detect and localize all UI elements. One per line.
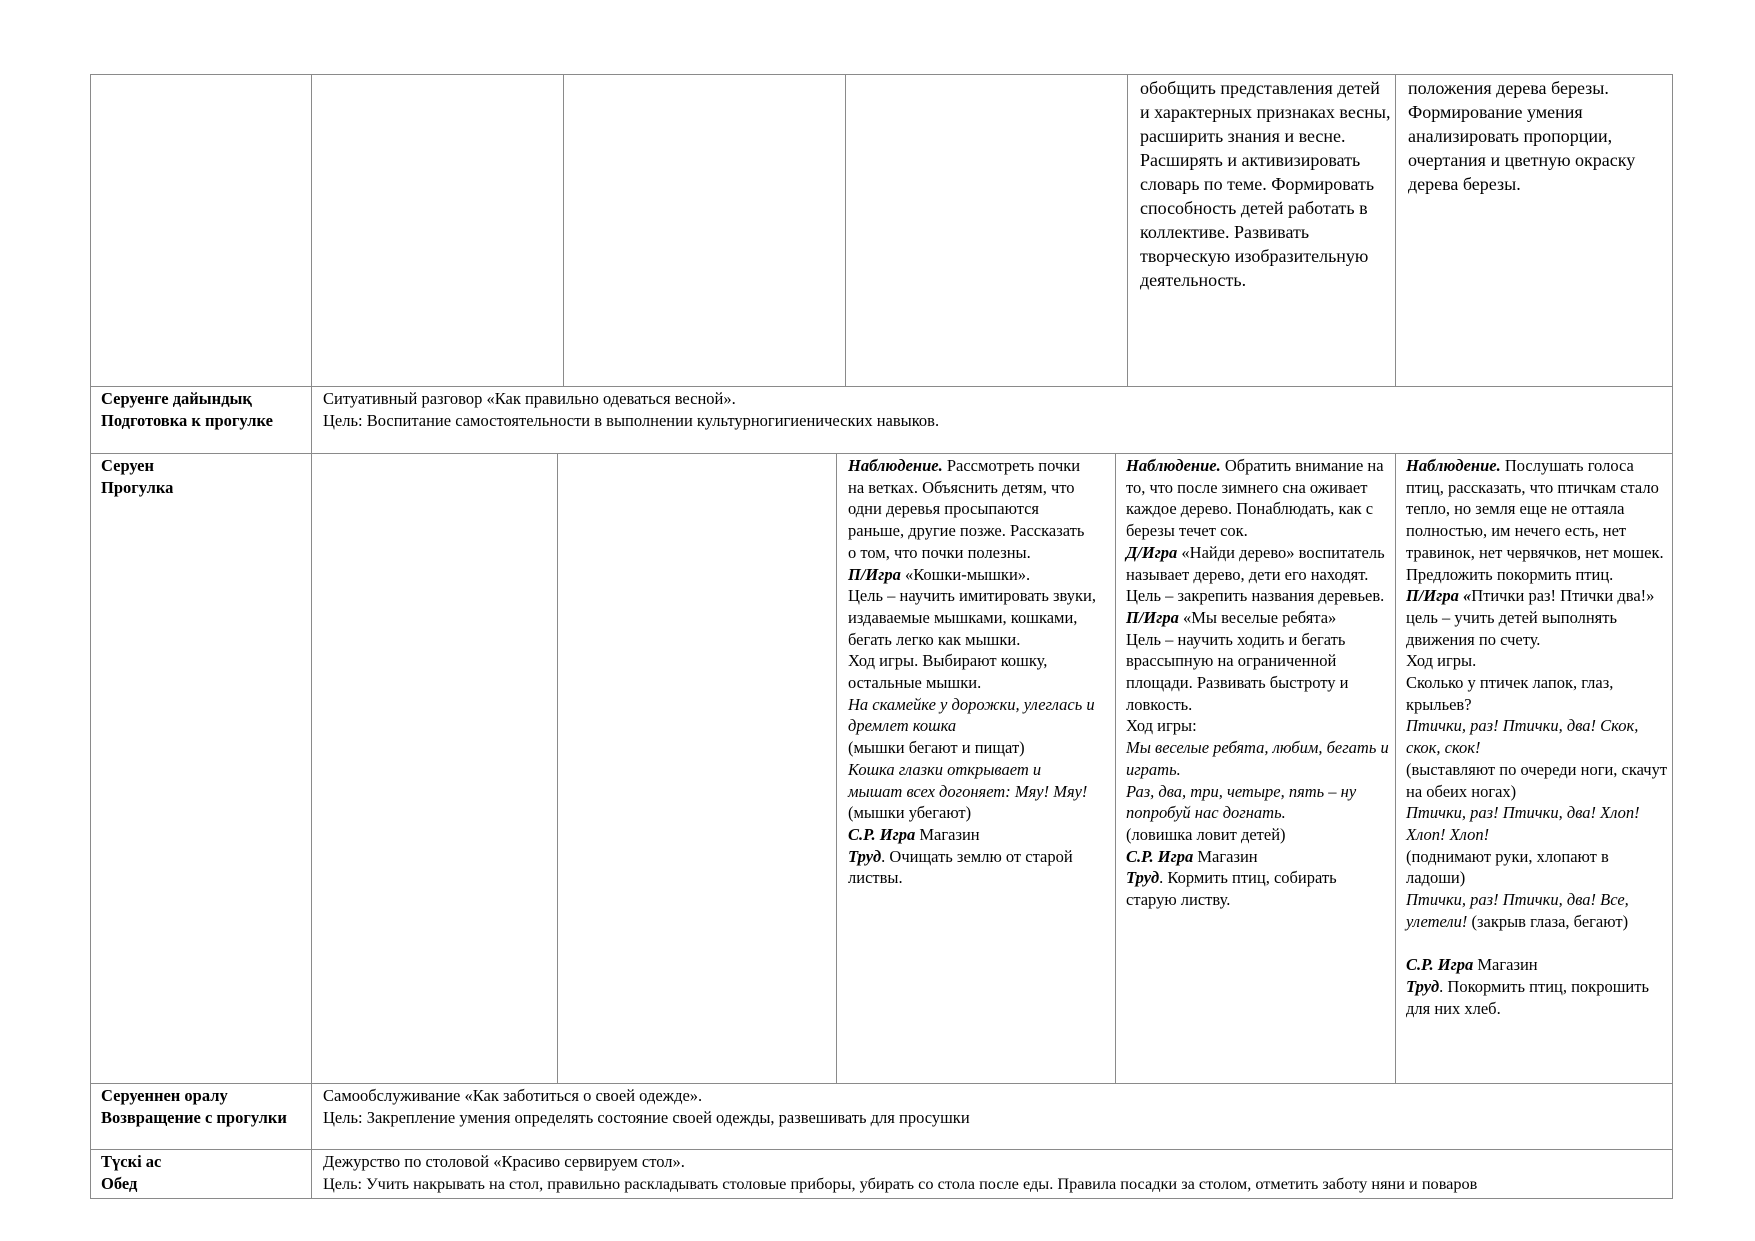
lunch-line1: Дежурство по столовой «Красиво сервируем стол». [323, 1152, 685, 1171]
prep-line2: Цель: Воспитание самостоятельности в выполнении культурногигиенических навыков. [323, 410, 940, 430]
verse-text: Птички, раз! Птички, два! Все, улетели! [1406, 890, 1629, 931]
goal-text: цель – учить детей выполнять движения по счету. [1406, 607, 1617, 649]
verse-text: Раз, два, три, четыре, пять – ну попробуй нас догнать. [1126, 781, 1357, 823]
pgame-paragraph [1126, 607, 1391, 629]
top-row-col5-text [1140, 76, 1392, 292]
label-kz: Серуенге дайындық [101, 389, 252, 408]
pgame-label: П/Игра [848, 564, 901, 584]
labor-text: . Покормить птиц, покрошить для них хлеб. [1406, 976, 1649, 1018]
col-divider [1115, 453, 1116, 1083]
col-divider [311, 74, 312, 1199]
note-text: (выставляют по очереди ноги, скачут на обеих ногах) [1406, 759, 1668, 801]
sr-label: С.Р. Игра [848, 824, 916, 844]
observation-text: Послушать голоса птиц, рассказать, что птичкам стало тепло, но земля еще не оттаяла полностью, им нечего есть, нет травинок, нет червячков, нет мошек. Предложить покормить птиц. [1406, 456, 1664, 584]
col-divider [845, 74, 846, 386]
observation-label: Наблюдение. [1406, 456, 1501, 475]
sr-paragraph [1126, 846, 1391, 868]
objectives-text: обобщить представления детей и характерных признаках весны, расширить знания и весне. Расширять и активизировать словарь по теме. Формировать способность детей работать в коллективе. Развивать творческую изобразительную деятельность. [1140, 78, 1391, 290]
sr-label: С.Р. Игра [1406, 955, 1474, 975]
col-divider [1395, 74, 1396, 386]
sr-paragraph [848, 824, 1096, 846]
pgame-paragraph [848, 564, 1096, 586]
sr-text: Магазин [1193, 846, 1258, 866]
labor-paragraph [848, 846, 1096, 889]
walk-label [101, 455, 309, 498]
sr-label: С.Р. Игра [1126, 846, 1194, 866]
observation-paragraph [1126, 455, 1391, 542]
observation-paragraph [1406, 455, 1670, 585]
verse-text: Птички, раз! Птички, два! Хлоп! Хлоп! Хлоп! [1406, 803, 1640, 844]
label-ru: Обед [101, 1173, 138, 1193]
note-text: (мышки бегают и пищат) [848, 738, 1025, 758]
observation-text: Рассмотреть почки на ветках. Объяснить детям, что одни деревья просыпаются раньше, другие позже. Рассказать о том, что почки полезны. [848, 456, 1085, 562]
note-text: (закрыв глаза, бегают) [1467, 911, 1629, 931]
prep-line1: Ситуативный разговор «Как правильно одеваться весной». [323, 389, 736, 408]
labor-paragraph [1126, 867, 1391, 910]
top-row-col6-text [1408, 76, 1670, 196]
goal-text: Цель – закрепить названия деревьев. [1126, 586, 1385, 606]
prep-label [101, 388, 309, 431]
row-divider [90, 1149, 1673, 1150]
walk-col5 [1126, 455, 1391, 911]
walk-col4 [848, 455, 1096, 889]
col-divider [557, 453, 558, 1083]
labor-label: Труд [1406, 976, 1440, 996]
note-text: (ловишка ловит детей) [1126, 824, 1286, 844]
col-divider [1395, 453, 1396, 1083]
sr-text: Магазин [915, 824, 980, 844]
verse-text: Кошка глазки открывает и мышат всех догоняет: Мяу! Мяу! [848, 759, 1088, 801]
course-text: Ход игры. [1406, 651, 1477, 671]
dgame-paragraph [1126, 542, 1391, 585]
label-kz: Түскі ас [101, 1152, 162, 1171]
walk-col6 [1406, 455, 1670, 1019]
observation-label: Наблюдение. [1126, 456, 1221, 475]
course-text: Ход игры. Выбирают кошку, остальные мышки. [848, 651, 1048, 693]
verse-text: Мы веселые ребята, любим, бегать и играть. [1126, 738, 1389, 779]
label-kz: Серуен [101, 456, 154, 475]
observation-label: Наблюдение. [848, 456, 943, 475]
question-text: Сколько у птичек лапок, глаз, крыльев? [1406, 673, 1614, 714]
labor-paragraph [1406, 976, 1670, 1019]
goal-text: Цель – научить имитировать звуки, издаваемые мышками, кошками, бегать легко как мышки. [848, 586, 1096, 649]
note-text: (мышки убегают) [848, 803, 972, 823]
observation-text: Обратить внимание на то, что после зимнего сна оживает каждое дерево. Понаблюдать, как с березы течет сок. [1126, 456, 1384, 541]
observation-paragraph [848, 455, 1096, 564]
pgame-text: Птички раз! Птички два!» [1471, 586, 1655, 606]
col-divider [563, 74, 564, 386]
labor-text: . Очищать землю от старой листвы. [848, 846, 1073, 888]
pgame-text: «Кошки-мышки». [900, 564, 1031, 584]
sr-paragraph [1406, 954, 1670, 976]
pgame-text: «Мы веселые ребята» [1178, 607, 1337, 627]
verse-text: Птички, раз! Птички, два! Скок, скок, скок! [1406, 716, 1639, 758]
label-ru: Подготовка к прогулке [101, 410, 273, 430]
col-divider [836, 453, 837, 1083]
note-text: (поднимают руки, хлопают в ладоши) [1406, 846, 1609, 888]
goal-text: Цель – научить ходить и бегать врассыпную на ограниченной площади. Развивать быстроту и ловкость. [1126, 629, 1349, 714]
return-label [101, 1085, 309, 1128]
row-divider [90, 386, 1673, 387]
pgame-label: П/Игра « [1406, 586, 1472, 606]
row-divider [90, 453, 1673, 454]
lunch-line2: Цель: Учить накрывать на стол, правильно раскладывать столовые приборы, убирать со стола после еды. Правила посадки за столом, отметить заботу няни и поваров [323, 1173, 1478, 1193]
verse-text: На скамейке у дорожки, улеглась и дремлет кошка [848, 694, 1095, 736]
sr-text: Магазин [1473, 955, 1538, 975]
return-line1: Самообслуживание «Как заботиться о своей одежде». [323, 1086, 703, 1105]
pgame-paragraph [1406, 585, 1670, 607]
labor-label: Труд [848, 846, 882, 866]
lunch-content [323, 1151, 1671, 1194]
label-kz: Серуеннен оралу [101, 1086, 228, 1105]
objectives-text: положения дерева березы. Формирование умения анализировать пропорции, очертания и цветную окраску дерева березы. [1408, 78, 1636, 194]
label-ru: Прогулка [101, 477, 174, 497]
return-content [323, 1085, 1668, 1128]
course-text: Ход игры: [1126, 716, 1197, 736]
spacer [1406, 932, 1670, 954]
pgame-label: П/Игра [1126, 607, 1179, 627]
labor-text: . Кормить птиц, собирать старую листву. [1126, 868, 1337, 910]
col-divider [1127, 74, 1128, 386]
row-divider [90, 1083, 1673, 1084]
labor-label: Труд [1126, 868, 1160, 888]
dgame-text: «Найди дерево» воспитатель называет дерево, дети его находят. [1126, 542, 1385, 584]
label-ru: Возвращение с прогулки [101, 1107, 287, 1127]
return-line2: Цель: Закрепление умения определять состояние своей одежды, развешивать для просушки [323, 1107, 970, 1127]
prep-content [323, 388, 1668, 431]
dgame-label: Д/Игра [1126, 542, 1178, 562]
verse-paragraph [1406, 889, 1670, 932]
lunch-label [101, 1151, 309, 1194]
